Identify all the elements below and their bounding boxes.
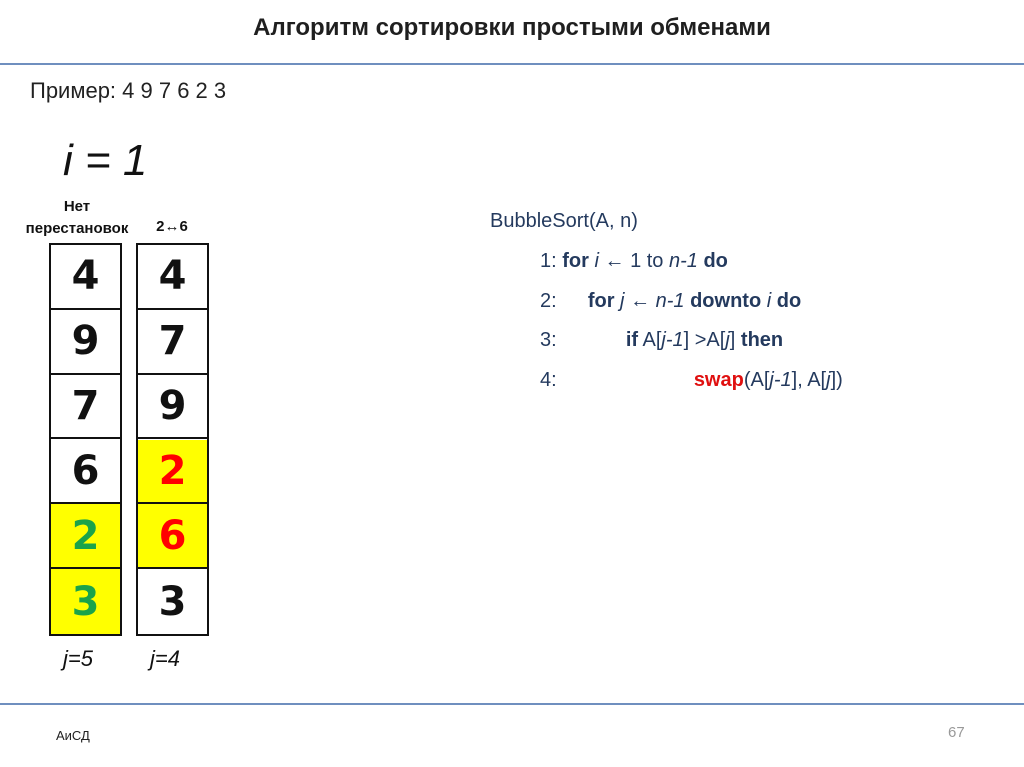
line-number: 3: (540, 329, 557, 351)
array-cell: 3 (51, 569, 120, 634)
line-number: 4: (540, 369, 557, 391)
column-1-caption-line1: Нет (63, 198, 91, 215)
limit: i (766, 290, 772, 312)
keyword-then: then (740, 329, 784, 351)
limit: n-1 (669, 250, 698, 272)
array-part: ] (729, 329, 736, 351)
top-divider (0, 63, 1024, 65)
start-value: 1 (630, 250, 642, 272)
slide-title: Алгоритм сортировки простыми обменами (253, 14, 771, 41)
array-part: ]) (830, 369, 843, 391)
array-column-1 (49, 243, 122, 636)
i-label: i = 1 (63, 136, 148, 185)
footer-course: АиСД (56, 728, 90, 743)
array-column-2 (136, 243, 209, 636)
start-value: n-1 (655, 290, 685, 312)
array-cell: 4 (138, 245, 207, 310)
keyword-to: to (646, 250, 664, 272)
array-cell: 2 (51, 504, 120, 569)
index-j: j (826, 369, 831, 391)
code-line-2 (540, 290, 801, 313)
column-1-caption (14, 196, 140, 240)
assign-arrow: ← (630, 290, 651, 312)
array-cell: 2 (138, 440, 207, 505)
code-header: BubbleSort(A, n) (490, 210, 638, 232)
index-j: j (725, 329, 730, 351)
code-line-3 (540, 329, 783, 352)
index-j-minus-1: j-1 (661, 329, 684, 351)
array-part: ] >A[ (683, 329, 726, 351)
array-part: A[ (642, 329, 662, 351)
array-cell: 6 (138, 504, 207, 569)
array-cell: 9 (51, 310, 120, 375)
keyword-do: do (703, 250, 728, 272)
page-number: 67 (948, 724, 965, 741)
column-2-caption: 2↔6 (156, 218, 188, 235)
example-text: Пример: 4 9 7 6 2 3 (30, 78, 227, 103)
index-j-minus-1: j-1 (769, 369, 792, 391)
array-cell: 7 (138, 310, 207, 375)
line-number: 2: (540, 290, 557, 312)
column-2-j-label: j=4 (150, 646, 180, 671)
var-i: i (594, 250, 599, 272)
column-1-caption-line2: перестановок (25, 220, 129, 237)
var-j: j (620, 290, 625, 312)
code-line-4 (540, 369, 843, 392)
column-1-j-label: j=5 (63, 646, 93, 671)
bottom-divider (0, 703, 1024, 705)
array-part: ], A[ (791, 369, 827, 391)
array-cell: 7 (51, 375, 120, 440)
keyword-do: do (776, 290, 802, 312)
line-number: 1: (540, 250, 557, 272)
keyword-for: for (562, 250, 589, 272)
keyword-if: if (625, 329, 639, 351)
keyword-downto: downto (690, 290, 762, 312)
array-cell: 9 (138, 375, 207, 440)
assign-arrow: ← (604, 250, 625, 272)
keyword-swap: swap (693, 369, 744, 391)
array-cell: 4 (51, 245, 120, 310)
code-line-1 (540, 250, 728, 273)
array-cell: 3 (138, 569, 207, 634)
keyword-for: for (587, 290, 615, 312)
array-cell: 6 (51, 440, 120, 505)
array-part: (A[ (743, 369, 770, 391)
